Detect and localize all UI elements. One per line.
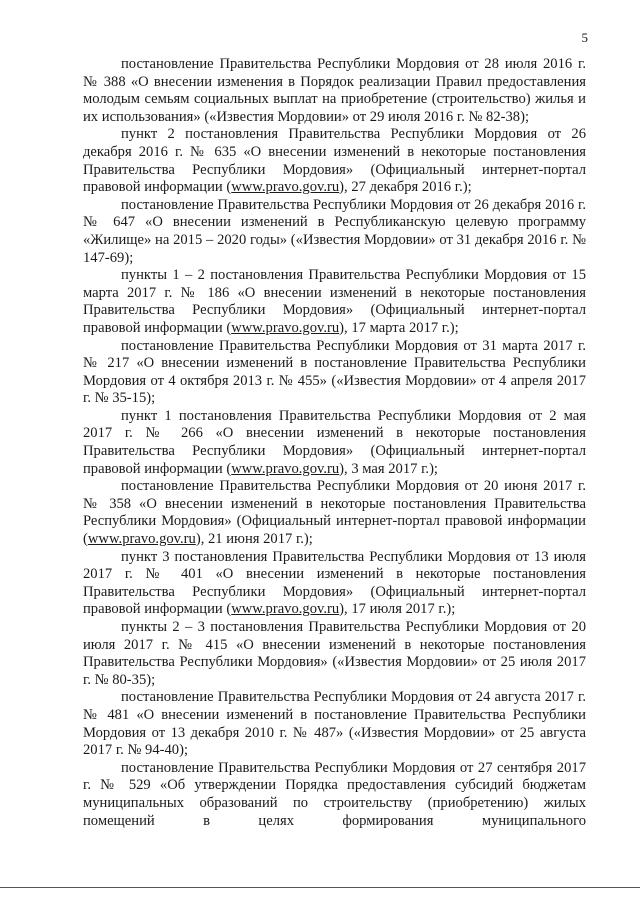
text-segment: ), 3 мая 2017 г.);	[339, 460, 438, 477]
list-item	[83, 478, 586, 548]
pravo-link[interactable]: www.pravo.gov.ru	[231, 460, 340, 477]
pravo-link[interactable]: www.pravo.gov.ru	[87, 531, 196, 548]
text-segment: ), 27 декабря 2016 г.);	[339, 179, 472, 196]
text-segment: ), 21 июня 2017 г.);	[195, 531, 313, 548]
list-item	[83, 197, 586, 267]
list-item	[83, 549, 586, 619]
pravo-link[interactable]: www.pravo.gov.ru	[231, 179, 340, 196]
text-segment: ), 17 июля 2017 г.);	[339, 601, 456, 618]
list-item	[83, 408, 586, 478]
text-segment: пункт 1 постановления Правительства Республики Мордовия от 2 мая 2017 г. № 266 «О внесении изменений в некоторые постановления Правительства Республики Мордовия» (Официальный интернет-портал правовой информации (	[83, 407, 586, 477]
list-item	[83, 760, 586, 830]
list-item	[83, 338, 586, 408]
text-segment: постановление Правительства Республики Мордовия от 24 августа 2017 г. № 481 «О внесении изменений в постановление Правительства Республики Мордовия от 13 декабря 2010 г. № 487» («Известия Мордовии» от 25 августа 2017 г. № 94-40);	[83, 689, 586, 759]
text-segment: ), 17 марта 2017 г.);	[339, 319, 459, 336]
text-segment: пункт 3 постановления Правительства Республики Мордовия от 13 июля 2017 г. № 401 «О внесении изменений в некоторые постановления Правительства Республики Мордовия» (Официальный интернет-портал правовой информации (	[83, 548, 586, 618]
bottom-divider	[0, 887, 640, 888]
text-segment: пункт 2 постановления Правительства Республики Мордовия от 26 декабря 2016 г. № 635 «О внесении изменений в некоторые постановления Правительства Республики Мордовия» (Официальный интернет-портал правовой информации (	[83, 126, 586, 196]
list-item	[83, 619, 586, 689]
page-number: 5	[581, 30, 588, 45]
list-item	[83, 126, 586, 196]
text-segment: пункты 2 – 3 постановления Правительства Республики Мордовия от 20 июля 2017 г. № 415 «О внесении изменений в некоторые постановления Правительства Республики Мордовия» («Известия Мордовии» от 25 июля 2017 г. № 80-35);	[83, 619, 586, 688]
pravo-link[interactable]: www.pravo.gov.ru	[231, 601, 340, 618]
text-segment: пункты 1 – 2 постановления Правительства Республики Мордовия от 15 марта 2017 г. № 186 «О внесении изменений в некоторые постановления Правительства Республики Мордовия» (Официальный интернет-портал правовой информации (	[83, 267, 586, 336]
pravo-link[interactable]: www.pravo.gov.ru	[231, 319, 340, 336]
text-segment: постановление Правительства Республики Мордовия от 26 декабря 2016 г. № 647 «О внесении изменений в Республиканскую целевую программу «Жилище» на 2015 – 2020 годы» («Известия Мордовии» от 31 декабря 2016 г. № 147-69);	[83, 196, 586, 266]
text-segment: постановление Правительства Республики Мордовия от 28 июля 2016 г. № 388 «О внесении изменения в Порядок реализации Правил предоставления молодым семьям социальных выплат на приобретение (строительство) жилья и их использования» («Известия Мордовии» от 29 июля 2016 г. № 82-38);	[83, 56, 586, 125]
text-segment: постановление Правительства Республики Мордовия от 20 июня 2017 г. № 358 «О внесении изменений в некоторые постановления Правительства Республики Мордовия» (Официальный интернет-портал правовой информации (	[83, 478, 586, 548]
text-segment: постановление Правительства Республики Мордовия от 31 марта 2017 г. № 217 «О внесении изменений в постановление Правительства Республики Мордовия от 4 октября 2013 г. № 455» («Известия Мордовии» от 4 апреля 2017 г. № 35-15);	[83, 337, 586, 407]
list-item	[83, 267, 586, 337]
list-item	[83, 689, 586, 759]
list-item	[83, 56, 586, 126]
document-body	[83, 56, 586, 830]
text-segment: постановление Правительства Республики Мордовия от 27 сентября 2017 г. № 529 «Об утверждении Порядка предоставления субсидий бюджетам муниципальных образований по строительству (приобретению) жилых помещений в целях формирования муниципального	[83, 759, 586, 829]
